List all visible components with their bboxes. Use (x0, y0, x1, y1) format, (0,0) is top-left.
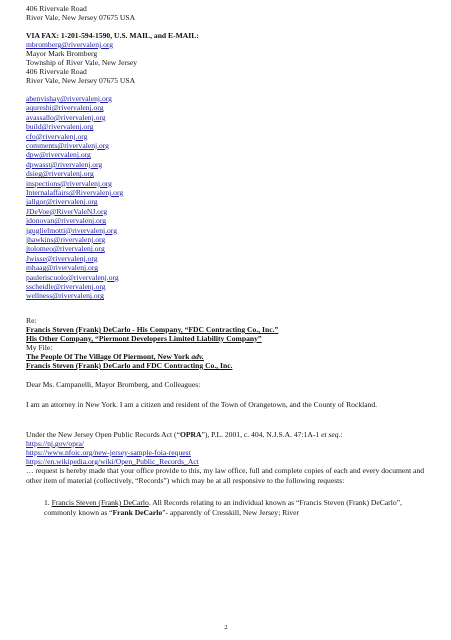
opra-link-1[interactable]: https://nj.gov/opra/ (26, 439, 85, 448)
re-label: Re: (26, 316, 37, 325)
mayor-email-link[interactable]: mbromberg@rivervalenj.org (26, 40, 114, 49)
page-number: 2 (224, 624, 228, 631)
recipient-email-link[interactable]: build@rivervalenj.org (26, 122, 94, 132)
recipient-email-link[interactable]: jallgor@rivervalenj.org (26, 197, 98, 207)
intro-paragraph: I am an attorney in New York. I am a citizen and resident of the Town of Orangetown, and the County of Rockland. (26, 400, 378, 409)
re-line-2: His Other Company, “Piermont Developers Limited Liability Company” (26, 334, 262, 343)
recipient-email-link[interactable]: jhawkins@rivervalenj.org (26, 235, 106, 244)
recipient-email-link[interactable]: Internalaffairs@Rivervalenj.org (26, 188, 124, 197)
opra-link-2[interactable]: https://www.nfoic.org/new-jersey-sample-foia-request (26, 448, 191, 457)
township-name: Township of River Vale, New Jersey (26, 58, 138, 67)
case-title-2: Francis Steven (Frank) DeCarlo and FDC Contracting Co., Inc. (26, 361, 233, 370)
recipient-email-link[interactable]: avassallo@rivervalenj.org (26, 112, 106, 122)
file-label: My File: (26, 343, 53, 352)
request-item-1: 1. Francis Steven (Frank) DeCarlo. All Records relating to an individual known as “Francis Steven (Frank) DeCarlo”, commonly known as “Frank DeCarlo”- apparently of Cresskill, New Jersey; River (44, 498, 402, 517)
mayor-address-line-2: River Vale, New Jersey 07675 USA (26, 76, 136, 85)
recipient-email-link[interactable]: jtolomeo@rivervalenj.org (26, 244, 105, 254)
request-paragraph: … request is hereby made that your office provide to this, my law office, full and complete copies of each and every document and other item of material (collectively, “Records”) which may be at all responsive to the following requests: (26, 466, 425, 485)
mayor-address-line-1: 406 Rivervale Road (26, 67, 87, 76)
recipient-email-link[interactable]: comments@rivervalenj.org (26, 141, 109, 150)
opra-link-3[interactable]: https://en.wikipedia.org/wiki/Open_Public_Records_Act (26, 457, 199, 466)
recipient-email-link[interactable]: aqureshi@rivervalenj.org (26, 103, 104, 113)
address-line-1: 406 Rivervale Road (26, 4, 87, 13)
mayor-name: Mayor Mark Bromberg (26, 49, 98, 58)
recipient-email-link[interactable]: JDeVoe@RiverValeNJ.org (26, 206, 108, 216)
case-title-1: The People Of The Village Of Piermont, New York adv. (26, 352, 204, 361)
recipient-email-link[interactable]: dsieg@rivervalenj.org (26, 169, 94, 179)
recipient-email-link[interactable]: pauleriscuolo@rivervalenj.org (26, 272, 119, 282)
opra-intro: Under the New Jersey Open Public Records Act (“OPRA”), P.L. 2001, c. 404, N.J.S.A. 47:1A-1 et seq.: (26, 430, 343, 439)
via-line: VIA FAX: 1-201-594-1590, U.S. MAIL, and E-MAIL: (26, 31, 199, 40)
recipient-email-link[interactable]: inspections@rivervalenj.org (26, 178, 112, 188)
recipient-email-link[interactable]: Jwisse@rivervalenj.org (26, 253, 98, 263)
recipient-email-link[interactable]: wellness@rivervalenj.org (26, 291, 104, 301)
salutation: Dear Ms. Campanelli, Mayor Bromberg, and Colleagues: (26, 380, 201, 389)
recipient-email-link[interactable]: jguglielmotti@rivervalenj.org (26, 225, 117, 235)
recipient-email-link[interactable]: sscheidle@rivervalenj.org (26, 282, 106, 291)
recipient-email-link[interactable]: jdonovan@rivervalenj.org (26, 216, 107, 226)
recipient-email-link[interactable]: abenvishay@rivervalenj.org (26, 94, 112, 103)
re-line-1: Francis Steven (Frank) DeCarlo - His Company, “FDC Contracting Co., Inc.” (26, 325, 279, 334)
recipient-email-link[interactable]: dpwasst@rivervalenj.org (26, 159, 103, 169)
recipient-email-link[interactable]: mhaag@rivervalenj.org (26, 263, 99, 273)
recipient-email-link[interactable]: dpw@rivervalenj.org (26, 150, 91, 160)
address-line-2: River Vale, New Jersey 07675 USA (26, 13, 136, 22)
recipient-email-link[interactable]: cfo@rivervalenj.org (26, 131, 88, 141)
